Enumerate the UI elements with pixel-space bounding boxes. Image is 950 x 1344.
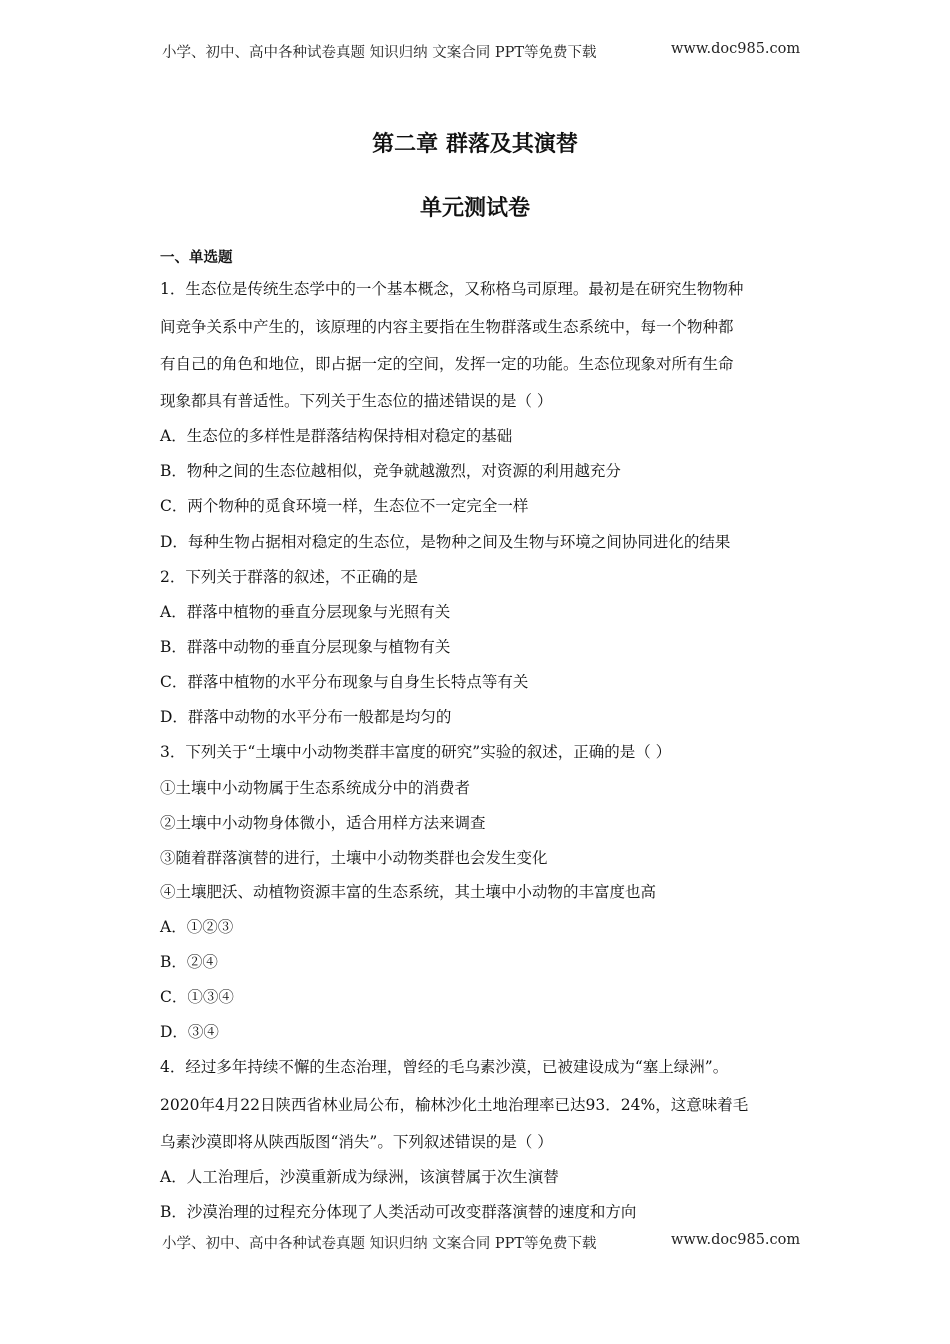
statement-line: ①土壤中小动物属于生态系统成分中的消费者 (160, 779, 471, 797)
footer-left-text: 小学、初中、高中各种试卷真题 知识归纳 文案合同 PPT等免费下载 (162, 1236, 597, 1252)
text-line: 现象都具有普适性。下列关于生态位的描述错误的是（ ） (160, 392, 553, 410)
statement-line: ③随着群落演替的进行，土壤中小动物类群也会发生变化 (160, 849, 548, 867)
option-line: B．沙漠治理的过程充分体现了人类活动可改变群落演替的速度和方向 (160, 1203, 637, 1221)
option-line: D．③④ (160, 1023, 219, 1041)
text-line: 3．下列关于“土壤中小动物类群丰富度的研究”实验的叙述，正确的是（ ） (160, 743, 672, 761)
section-title: 一、单选题 (160, 250, 233, 266)
text-line: 间竞争关系中产生的，该原理的内容主要指在生物群落或生态系统中，每一个物种都 (160, 318, 734, 336)
option-line: A．人工治理后，沙漠重新成为绿洲，该演替属于次生演替 (160, 1168, 559, 1186)
chapter-title: 第二章 群落及其演替 (372, 132, 578, 157)
header-left-text: 小学、初中、高中各种试卷真题 知识归纳 文案合同 PPT等免费下载 (162, 45, 597, 61)
statement-line: ④土壤肥沃、动植物资源丰富的生态系统，其土壤中小动物的丰富度也高 (160, 883, 657, 901)
footer-right-url[interactable]: www.doc985.com (671, 1232, 801, 1248)
text-line: 1．生态位是传统生态学中的一个基本概念，又称格乌司原理。最初是在研究生物物种 (160, 280, 744, 298)
option-line: B．②④ (160, 953, 218, 971)
statement-line: ②土壤中小动物身体微小，适合用样方法来调查 (160, 814, 486, 832)
option-line: D．群落中动物的水平分布一般都是均匀的 (160, 708, 452, 726)
option-line: A．①②③ (160, 918, 234, 936)
option-line: A．群落中植物的垂直分层现象与光照有关 (160, 603, 451, 621)
option-line: D．每种生物占据相对稳定的生态位，是物种之间及生物与环境之间协同进化的结果 (160, 533, 731, 551)
text-line: 2020年4月22日陕西省林业局公布，榆林沙化土地治理率已达93．24%，这意味着毛 (160, 1096, 749, 1114)
option-line: B．群落中动物的垂直分层现象与植物有关 (160, 638, 451, 656)
option-line: A．生态位的多样性是群落结构保持相对稳定的基础 (160, 427, 513, 445)
header-right-url[interactable]: www.doc985.com (671, 41, 801, 57)
text-line: 有自己的角色和地位，即占据一定的空间，发挥一定的功能。生态位现象对所有生命 (160, 355, 734, 373)
option-line: C．①③④ (160, 988, 234, 1006)
text-line: 乌素沙漠即将从陕西版图“消失”。下列叙述错误的是（ ） (160, 1133, 553, 1151)
text-line: 4．经过多年持续不懈的生态治理，曾经的毛乌素沙漠，已被建设成为“塞上绿洲”。 (160, 1058, 729, 1076)
option-line: C．群落中植物的水平分布现象与自身生长特点等有关 (160, 673, 529, 691)
subtitle: 单元测试卷 (419, 196, 530, 221)
option-line: B．物种之间的生态位越相似，竞争就越激烈，对资源的利用越充分 (160, 462, 621, 480)
text-line: 2．下列关于群落的叙述，不正确的是 (160, 568, 418, 586)
option-line: C．两个物种的觅食环境一样，生态位不一定完全一样 (160, 497, 529, 515)
